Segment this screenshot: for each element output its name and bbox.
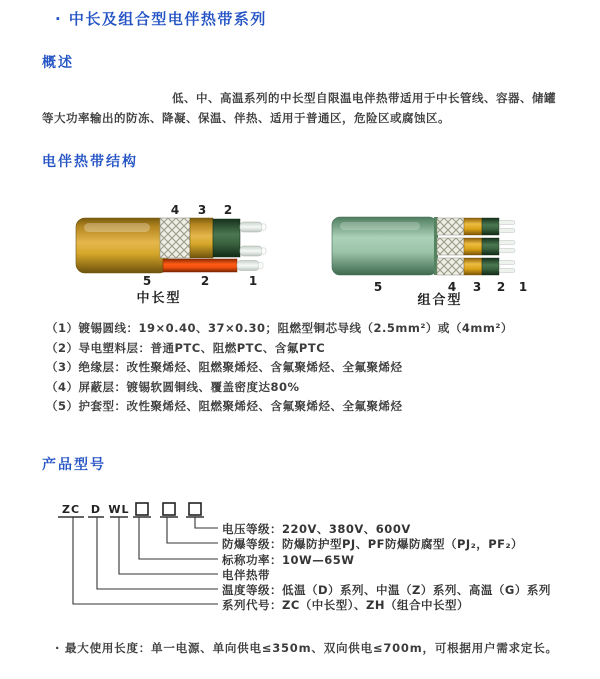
- subcable-row-1: [437, 218, 515, 235]
- code-box-explosion: [163, 503, 175, 515]
- conductor-middle-tip: [262, 248, 267, 255]
- midlong-cable-drawing: [76, 203, 266, 306]
- structure-heading: 电伴热带结构: [42, 154, 138, 170]
- code-box-power: [136, 503, 148, 515]
- label-5: 5: [373, 280, 383, 294]
- insulation-yellow-layer: [464, 238, 482, 255]
- midlong-cable-diagram: [68, 198, 313, 310]
- conductor-wire: [499, 269, 515, 273]
- midlong-caption: 中长型: [136, 291, 182, 306]
- jacket-highlight: [84, 223, 150, 232]
- label-2-bottom: 2: [200, 274, 210, 288]
- conductor-wire: [499, 229, 515, 233]
- combined-caption: 组合型: [417, 293, 463, 308]
- legend-item-4: （4）屏蔽层：镀锡软圆铜线、覆盖密度达80%: [46, 379, 300, 394]
- layer-legend-list: [46, 319, 513, 417]
- code-type: WL: [108, 503, 130, 516]
- jacket-highlight: [340, 222, 420, 230]
- shield-braid-layer: [160, 218, 190, 258]
- model-label-power: 标称功率：10W—65W: [222, 553, 355, 567]
- model-code-diagram: [55, 500, 220, 612]
- model-label-voltage: 电压等级：220V、380V、600V: [222, 522, 411, 536]
- legend-item-5: （5）护套型：改性聚烯烃、阻燃聚烯烃、含氟聚烯烃、全氟聚烯烃: [46, 399, 403, 413]
- shield-braid-layer: [437, 258, 464, 275]
- model-label-explosion: 防爆等级：防爆防护型PJ、PF防爆防腐型（PJ₂，PF₂）: [222, 537, 524, 551]
- connector-lines: [73, 517, 218, 604]
- conductive-core-green: [482, 238, 499, 255]
- shield-braid-layer: [437, 238, 464, 255]
- conductor-top: [240, 222, 262, 232]
- conductor-top-tip: [262, 224, 267, 231]
- page-title: · 中长及组合型电伴热带系列: [55, 10, 267, 28]
- conductor-bottom: [237, 261, 259, 271]
- conductor-wire: [499, 261, 515, 265]
- label-2-top: 2: [223, 203, 233, 217]
- insulation-gold-layer: [190, 218, 213, 258]
- combined-cable-drawing: [332, 217, 527, 308]
- subcable-row-3: [437, 258, 515, 275]
- legend-item-2: （2）导电塑料层：普通PTC、阻燃PTC、含氟PTC: [46, 340, 326, 355]
- conductor-middle: [240, 246, 262, 256]
- combined-cable-diagram: [328, 198, 573, 310]
- conductor-bottom-tip: [259, 262, 264, 269]
- label-1: 1: [518, 280, 528, 294]
- label-1: 1: [248, 274, 258, 288]
- code-box-voltage: [189, 503, 201, 515]
- label-2: 2: [496, 280, 506, 294]
- insulation-yellow-layer: [464, 218, 482, 235]
- model-heading: 产品型号: [42, 457, 106, 473]
- model-label-tracing: 电伴热带: [222, 568, 270, 582]
- conductive-core-orange: [163, 259, 237, 272]
- conductor-wire: [499, 241, 515, 245]
- label-4: 4: [447, 280, 457, 294]
- label-3: 3: [197, 203, 207, 217]
- legend-item-3: （3）绝缘层：改性聚烯烃、阻燃聚烯烃、含氟聚烯烃、全氟聚烯烃: [46, 360, 403, 374]
- subcable-row-2: [437, 238, 515, 255]
- model-label-temperature: 温度等级：低温（D）系列、中温（Z）系列、高温（G）系列: [222, 583, 551, 597]
- label-3: 3: [472, 280, 482, 294]
- conductive-core-green: [482, 258, 499, 275]
- overview-paragraph: 低、中、高温系列的中长型自限温电伴热带适用于中长管线、容器、储罐等大功率输出的防冻、降凝、保温、伴热、适用于普通区，危险区或腐蚀区。: [42, 91, 556, 125]
- code-temperature: D: [90, 503, 102, 516]
- legend-item-1: （1）镀锡圆线：19×0.40、37×0.30；阻燃型铜芯导线（2.5mm²）或（4mm²）: [46, 321, 513, 335]
- code-series: ZC: [61, 503, 81, 516]
- overview-heading: 概述: [42, 55, 74, 71]
- conductive-core-green: [482, 218, 499, 235]
- insulation-yellow-layer: [464, 258, 482, 275]
- conductor-wire: [499, 249, 515, 253]
- max-length-note: · 最大使用长度：单一电源、单向供电≤350m、双向供电≤700m，可根据用户需求定长。: [55, 641, 558, 655]
- label-4: 4: [170, 203, 180, 217]
- label-5: 5: [142, 274, 152, 288]
- model-label-series: 系列代号：ZC（中长型）、ZH（组合中长型）: [222, 598, 469, 612]
- conductive-core-green: [213, 219, 240, 257]
- shield-braid-layer: [437, 218, 464, 235]
- conductor-wire: [499, 221, 515, 225]
